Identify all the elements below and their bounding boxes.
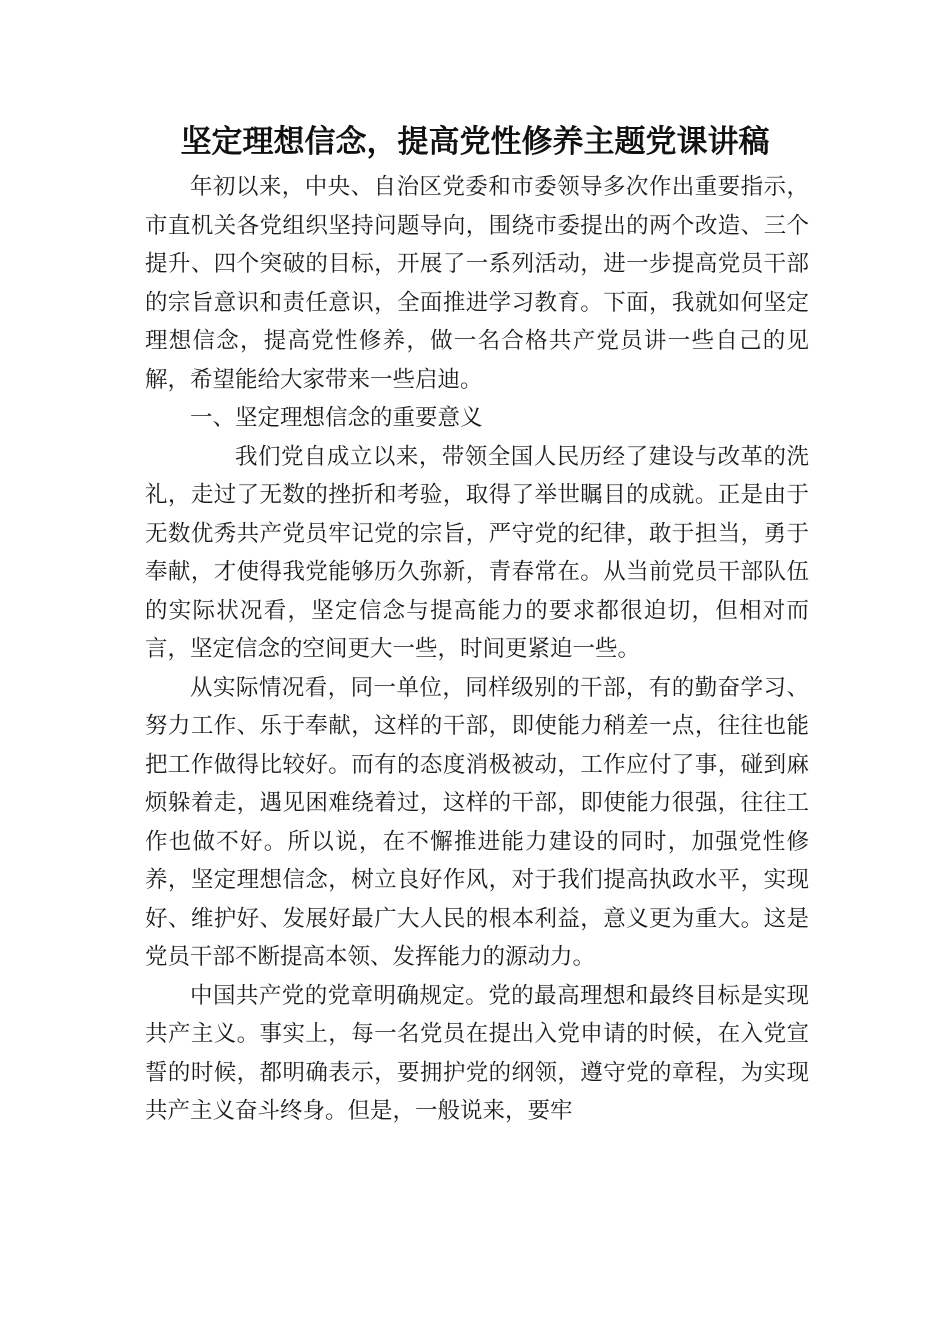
paragraph-constitution: 中国共产党的党章明确规定。党的最高理想和最终目标是实现共产主义。事实上，每一名党员在提出入党申请的时候，在入党宣誓的时候，都明确表示，要拥护党的纲领，遵守党的章程，为实现共产主义奋斗终身。但是，一般说来，要牢 <box>145 982 809 1124</box>
paragraph-history: 我们党自成立以来，带领全国人民历经了建设与改革的洗礼，走过了无数的挫折和考验，取得了举世瞩目的成就。正是由于无数优秀共产党员牢记党的宗旨，严守党的纪律，敢于担当，勇于奉献，才使得我党能够历久弥新，青春常在。从当前党员干部队伍的实际状况看，坚定信念与提高能力的要求都很迫切，但相对而言，坚定信念的空间更大一些，时间更紧迫一些。 <box>145 443 809 662</box>
section-heading: 一、坚定理想信念的重要意义 <box>190 405 483 431</box>
document-body <box>145 168 809 1131</box>
document-title: 坚定理想信念，提高党性修养主题党课讲稿 <box>180 124 770 160</box>
paragraph-intro: 年初以来，中央、自治区党委和市委领导多次作出重要指示，市直机关各党组织坚持问题导向，围绕市委提出的两个改造、三个提升、四个突破的目标，开展了一系列活动，进一步提高党员干部的宗旨意识和责任意识，全面推进学习教育。下面，我就如何坚定理想信念，提高党性修养，做一名合格共产党员讲一些自己的见解，希望能给大家带来一些启迪。 <box>145 174 809 393</box>
paragraph-practice: 从实际情况看，同一单位，同样级别的干部，有的勤奋学习、努力工作、乐于奉献，这样的干部，即使能力稍差一点，往往也能把工作做得比较好。而有的态度消极被动，工作应付了事，碰到麻烦躲着走，遇见困难绕着过，这样的干部，即使能力很强，往往工作也做不好。所以说，在不懈推进能力建设的同时，加强党性修养，坚定理想信念，树立良好作风，对于我们提高执政水平，实现好、维护好、发展好最广大人民的根本利益，意义更为重大。这是党员干部不断提高本领、发挥能力的源动力。 <box>145 674 809 970</box>
